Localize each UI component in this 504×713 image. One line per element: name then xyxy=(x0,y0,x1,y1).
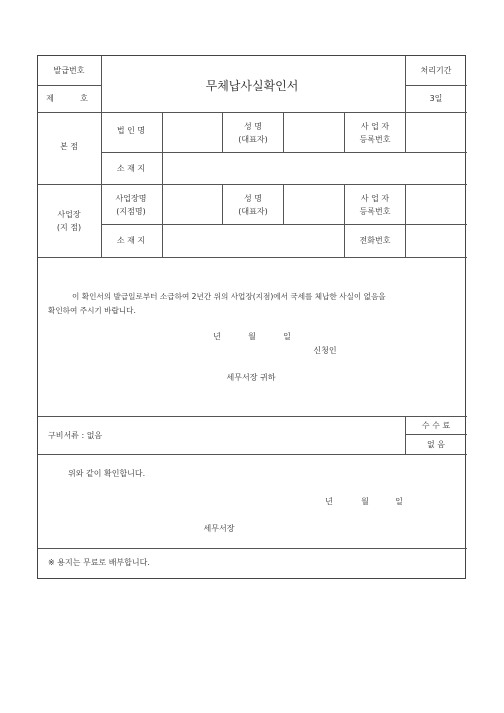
request-date-day: 일 xyxy=(283,332,291,341)
biz-place-name-label xyxy=(116,192,147,218)
corporate-name-label: 법 인 명 xyxy=(116,126,146,135)
fee-label: 수 수 료 xyxy=(421,421,451,430)
rule xyxy=(38,416,467,417)
request-date-year: 년 xyxy=(213,332,221,341)
rule xyxy=(38,112,467,113)
rule xyxy=(38,548,467,549)
rule xyxy=(283,112,284,152)
rule xyxy=(222,184,223,224)
issue-number-label: 발급번호 xyxy=(53,66,85,75)
rule xyxy=(101,152,467,153)
confirmation-date-year: 년 xyxy=(325,497,333,506)
biz-label-line2: 등록번호 xyxy=(359,207,391,216)
tax-office-chief: 세무서장 xyxy=(203,524,235,533)
applicant-label: 신청인 xyxy=(313,346,337,355)
rule xyxy=(101,56,102,112)
name-label: 성 명 xyxy=(244,194,262,203)
rule xyxy=(405,184,406,257)
name-label: 성 명 xyxy=(244,122,262,131)
rule xyxy=(38,184,467,185)
rule xyxy=(101,112,102,257)
rule xyxy=(405,85,467,86)
rule xyxy=(344,112,345,152)
branch-label-line1: 사업장 xyxy=(57,210,81,219)
representative-label: (대표자) xyxy=(238,207,268,216)
confirmation-text: 위와 같이 확인합니다. xyxy=(68,469,146,478)
rule xyxy=(222,112,223,152)
biz-place-line2: (지점명) xyxy=(116,207,146,216)
head-office-biz-reg-label xyxy=(360,120,391,146)
request-body-line1: 이 확인서의 발급일로부터 소급하여 2년간 위의 사업장(지점)에서 국세를 체납한 사실이 없음을 xyxy=(72,292,386,301)
branch-biz-reg-label xyxy=(360,192,391,218)
head-office-address-label: 소 재 지 xyxy=(116,164,146,173)
rule xyxy=(405,416,406,454)
addressee: 세무서장 귀하 xyxy=(226,373,276,382)
biz-label-line1: 사 업 자 xyxy=(360,122,390,131)
request-date-month: 월 xyxy=(248,332,256,341)
biz-label-line2: 등록번호 xyxy=(359,135,391,144)
rule xyxy=(162,184,163,257)
rule xyxy=(283,184,284,224)
footer-note: ※ 용지는 무료로 배부합니다. xyxy=(48,558,150,567)
rule xyxy=(38,257,467,258)
tax-label: 제 xyxy=(46,94,54,103)
rule xyxy=(344,184,345,257)
biz-place-line1: 사업장명 xyxy=(115,194,147,203)
page-title: 무체납사실확인서 xyxy=(205,79,299,93)
rule xyxy=(101,224,467,225)
representative-label: (대표자) xyxy=(238,135,268,144)
request-body-line2: 확인하여 주시기 바랍니다. xyxy=(48,306,136,315)
required-docs: 구비서류 : 없음 xyxy=(48,431,103,440)
rule xyxy=(405,434,467,435)
processing-period-value: 3일 xyxy=(429,94,443,103)
ho-label: 호 xyxy=(80,94,88,103)
rule xyxy=(405,56,406,112)
branch-name-label xyxy=(238,192,267,218)
branch-label-line2: (지 점) xyxy=(56,223,82,232)
head-office-name-label xyxy=(238,120,267,146)
processing-period-label: 처리기간 xyxy=(420,66,452,75)
rule xyxy=(162,112,163,184)
rule xyxy=(38,85,101,86)
rule xyxy=(405,112,406,152)
confirmation-date-month: 월 xyxy=(361,497,369,506)
fee-value: 없 음 xyxy=(427,440,445,449)
confirmation-form xyxy=(37,55,466,579)
rule xyxy=(38,454,467,455)
head-office-label: 본 점 xyxy=(60,142,78,151)
branch-address-label: 소 재 지 xyxy=(116,236,146,245)
biz-label-line1: 사 업 자 xyxy=(360,194,390,203)
phone-label: 전화번호 xyxy=(359,236,391,245)
confirmation-date-day: 일 xyxy=(395,497,403,506)
branch-label xyxy=(57,208,81,234)
